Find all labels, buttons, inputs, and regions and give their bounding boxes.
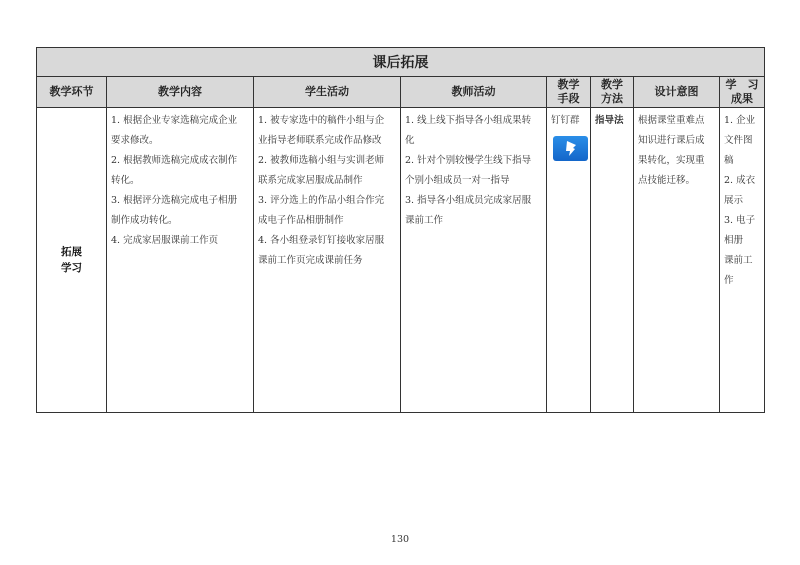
header-outcome-line: 学 习 xyxy=(725,78,759,91)
content-line: 1. 根据企业专家选稿完成企业 xyxy=(111,115,238,126)
header-teaching-means xyxy=(547,77,591,108)
content-line: 转化。 xyxy=(111,175,140,186)
header-teaching-method xyxy=(591,77,634,108)
lesson-table xyxy=(36,47,765,413)
outcome-line: 3. 电子 xyxy=(724,215,756,226)
stage-line: 学习 xyxy=(61,262,82,274)
content-line: 制作成功转化。 xyxy=(111,215,178,226)
outcome-line: 展示 xyxy=(724,195,744,206)
outcome-line: 稿 xyxy=(724,155,734,166)
student-line: 业指导老师联系完成作品修改 xyxy=(258,135,382,146)
teaching-means-cell xyxy=(547,108,591,413)
header-learning-outcome xyxy=(720,77,765,108)
outcome-line: 2. 成衣 xyxy=(724,175,756,186)
outcome-line: 1. 企业 xyxy=(724,115,756,126)
learning-outcome-cell xyxy=(720,108,765,413)
student-line: 成电子作品相册制作 xyxy=(258,215,344,226)
means-text: 钉钉群 xyxy=(551,115,580,126)
content-cell xyxy=(107,108,254,413)
teacher-line: 化 xyxy=(405,135,415,146)
teacher-line: 课前工作 xyxy=(405,215,444,226)
intent-line: 知识进行课后成 xyxy=(638,135,705,146)
teacher-activity-cell xyxy=(401,108,547,413)
teacher-line: 2. 针对个别较慢学生线下指导 xyxy=(405,155,532,166)
header-student-activity: 学生活动 xyxy=(254,77,401,108)
outcome-line: 相册 xyxy=(724,235,744,246)
header-teacher-activity: 教师活动 xyxy=(401,77,547,108)
intent-line: 点技能迁移。 xyxy=(638,175,696,186)
student-line: 课前工作页完成课前任务 xyxy=(258,255,363,266)
intent-line: 根据课堂重难点 xyxy=(638,115,705,126)
stage-cell xyxy=(37,108,107,413)
stage-line: 拓展 xyxy=(61,246,82,258)
student-line: 2. 被教师选稿小组与实训老师 xyxy=(258,155,385,166)
outcome-line: 课前工 xyxy=(724,255,753,266)
header-method-line: 方法 xyxy=(601,92,623,105)
content-line: 4. 完成家居服课前工作页 xyxy=(111,235,219,246)
content-line: 2. 根据教师选稿完成成衣制作 xyxy=(111,155,238,166)
teacher-line: 1. 线上线下指导各小组成果转 xyxy=(405,115,532,126)
content-line: 3. 根据评分选稿完成电子相册 xyxy=(111,195,238,206)
teacher-line: 个别小组成员一对一指导 xyxy=(405,175,510,186)
header-means-line: 手段 xyxy=(557,92,580,105)
header-design-intent: 设计意图 xyxy=(634,77,720,108)
student-line: 4. 各小组登录钉钉接收家居服 xyxy=(258,235,385,246)
header-means-line: 教学 xyxy=(557,78,580,91)
dingtalk-glyph-icon xyxy=(553,136,588,161)
table-row xyxy=(37,108,765,413)
page-number: 130 xyxy=(390,534,410,545)
header-stage: 教学环节 xyxy=(37,77,107,108)
header-row xyxy=(37,77,765,108)
header-method-line: 教学 xyxy=(601,78,623,91)
design-intent-cell xyxy=(634,108,720,413)
student-line: 联系完成家居服成品制作 xyxy=(258,175,363,186)
teacher-line: 3. 指导各小组成员完成家居服 xyxy=(405,195,532,206)
content-line: 要求修改。 xyxy=(111,135,159,146)
student-line: 1. 被专家选中的稿件小组与企 xyxy=(258,115,385,126)
teaching-method-cell: 指导法 xyxy=(591,108,634,413)
student-activity-cell xyxy=(254,108,401,413)
header-outcome-line: 成果 xyxy=(731,92,753,105)
outcome-line: 作 xyxy=(724,275,734,286)
header-content: 教学内容 xyxy=(107,77,254,108)
table-title: 课后拓展 xyxy=(37,48,765,77)
intent-line: 果转化，实现重 xyxy=(638,155,705,166)
outcome-line: 文件图 xyxy=(724,135,753,146)
student-line: 3. 评分选上的作品小组合作完 xyxy=(258,195,385,206)
dingtalk-app-icon xyxy=(553,136,588,161)
